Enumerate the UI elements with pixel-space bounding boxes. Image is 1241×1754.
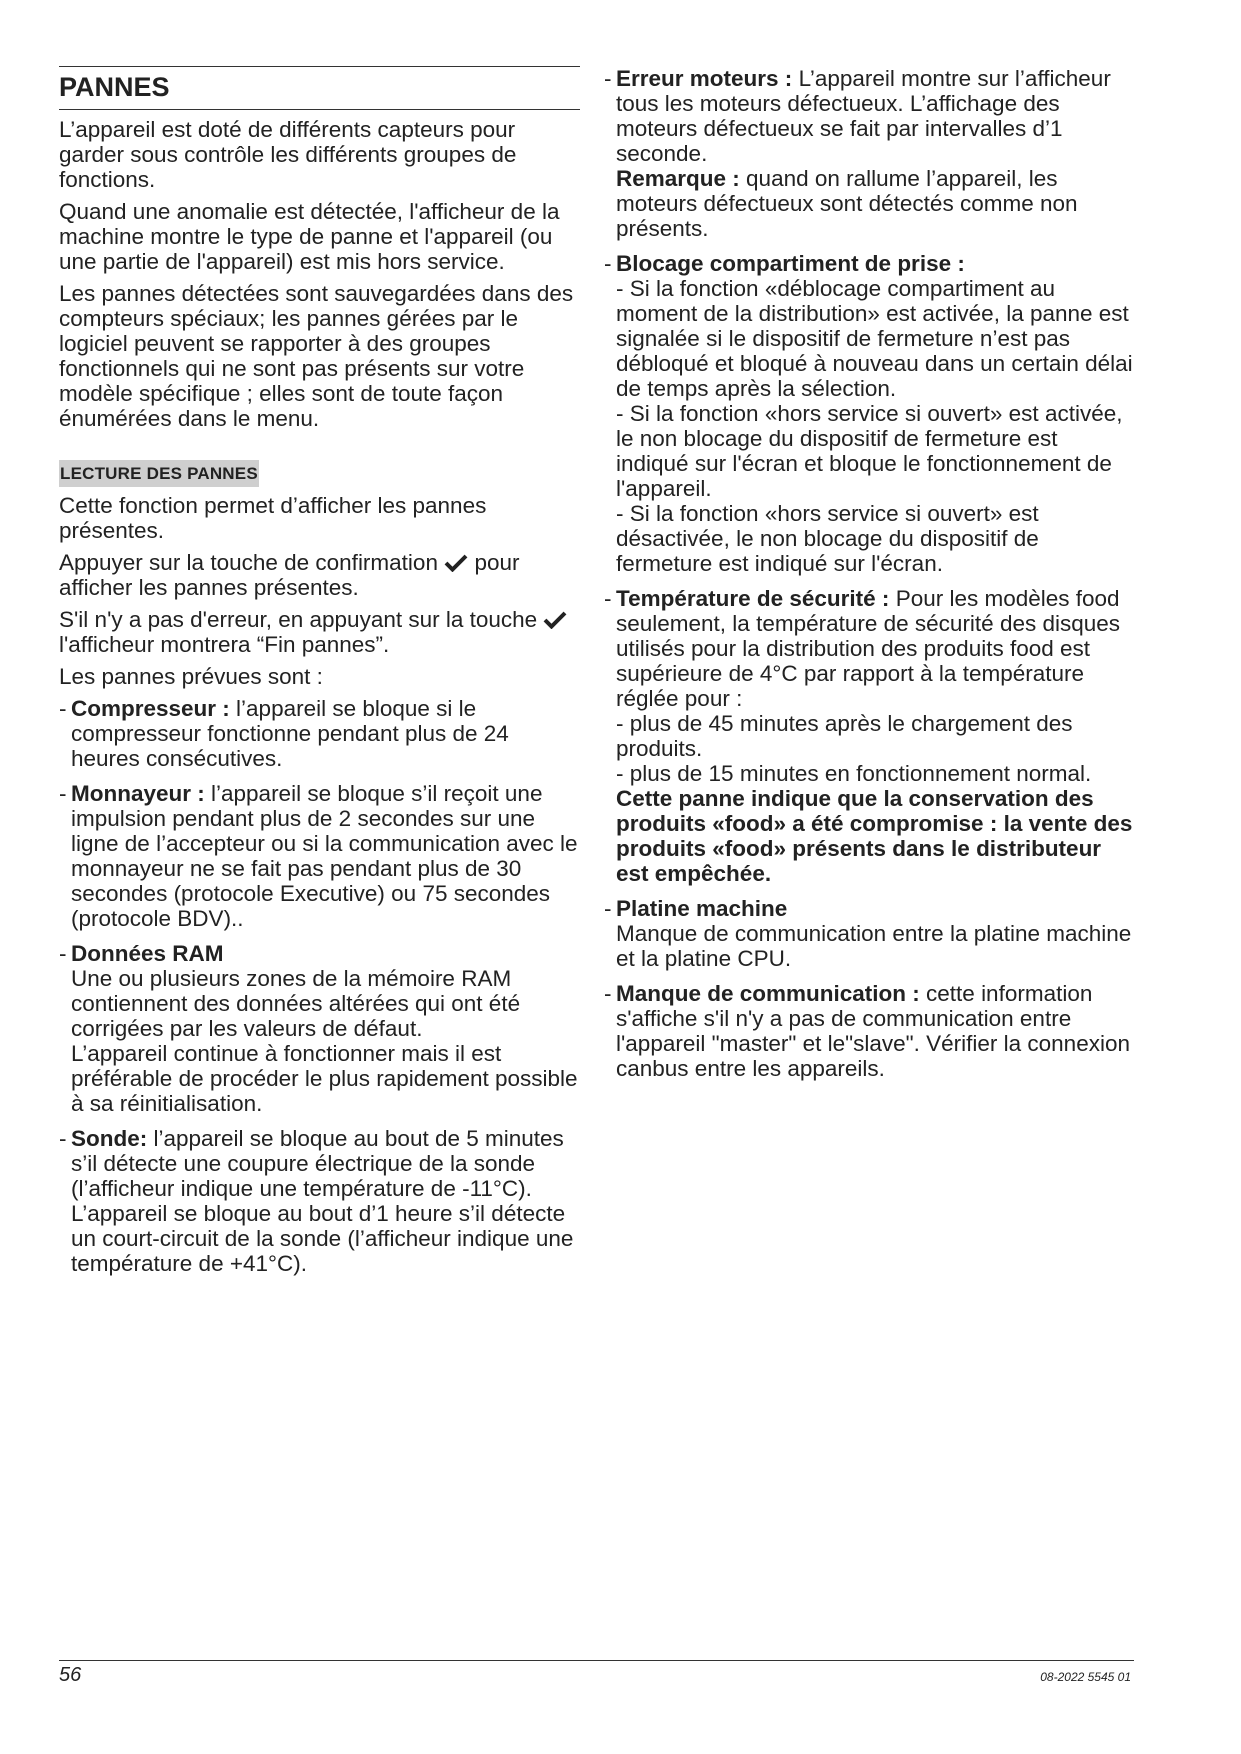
page-title: PANNES [59, 72, 170, 102]
fault-sonde: - Sonde: l’appareil se bloque au bout de 5 minutes s’il détecte une coupure électrique de la sonde (l’afficheur indique une température de -11°C). L’appareil se bloque au bout d’1 heure s’il détecte un court-circuit de la sonde (l’afficheur indique une température de +41°C). [59, 1126, 580, 1276]
document-code: 08-2022 5545 01 [1040, 1670, 1131, 1684]
section-paragraph-2-end: pour afficher les pannes présentes. [59, 550, 520, 600]
section-paragraph-3-start: S'il n'y a pas d'erreur, en appuyant sur la touche [59, 607, 538, 632]
intro-paragraph-3: Les pannes détectées sont sauvegardées dans des compteurs spéciaux; les pannes gérées par le logiciel peuvent se rapporter à des groupes fonctionnels qui ne sont pas présents sur votre modèle spécifique ; elles sont de toute façon énumérées dans le menu. [59, 281, 574, 431]
section-paragraph-2-start: Appuyer sur la touche de confirmation [59, 550, 438, 575]
fault-moteurs-text: L’appareil montre sur l’afficheur tous les moteurs défectueux. L’affichage des moteurs défectueux se fait par intervalles d’1 seconde. [616, 66, 1111, 166]
fault-blocage-line-1: - Si la fonction «déblocage compartiment au moment de la distribution» est activée, la panne est signalée si le dispositif de fermeture n’est pas débloqué et bloqué à nouveau dans un certain délai de temps après la sélection. [616, 276, 1133, 401]
fault-temperature-text: Pour les modèles food seulement, la température de sécurité des disques utilisés pour la distribution des produits food est supérieure de 4°C par rapport à la température réglée pour : [616, 586, 1121, 711]
fault-moteurs-label: Erreur moteurs : [616, 66, 793, 91]
fault-temperature-warning: Cette panne indique que la conservation des produits «food» a été compromise : la vente des produits «food» présents dans le distributeur est empêchée. [616, 786, 1133, 886]
fault-sonde-text-2: L’appareil se bloque au bout d’1 heure s’il détecte un court-circuit de la sonde (l’afficheur indique une température de +41°C). [71, 1201, 574, 1276]
fault-blocage: - Blocage compartiment de prise : - Si la fonction «déblocage compartiment au moment de la distribution» est activée, la panne est signalée si le dispositif de fermeture n’est pas débloqué et bloqué à nouveau dans un certain délai de temps après la sélection. - Si la fonction «hors service si ouvert» est activée, le non blocage du dispositif de fermeture est indiqué sur l'écran et bloque le fonctionnement de l'appareil. - Si la fonction «hors service si ouvert» est désactivée, le non blocage du dispositif de fermeture est indiqué sur l'écran. [604, 251, 1135, 576]
fault-monnayeur-text: l’appareil se bloque s’il reçoit une impulsion pendant plus de 2 secondes sur une ligne de l’accepteur ou si la communication avec le monnayeur ne se fait pas pendant plus de 30 secondes (protocole Executive) ou 75 secondes (protocole BDV).. [71, 781, 578, 931]
fault-blocage-label: Blocage compartiment de prise : [616, 251, 965, 276]
fault-blocage-line-2: - Si la fonction «hors service si ouvert» est activée, le non blocage du dispositif de fermeture est indiqué sur l'écran et bloque le fonctionnement de l'appareil. [616, 401, 1123, 501]
fault-moteurs-remark-label: Remarque : [616, 166, 740, 191]
fault-moteurs-remark-text: quand on rallume l’appareil, les moteurs défectueux sont détectés comme non présents. [616, 166, 1078, 241]
fault-monnayeur: - Monnayeur : l’appareil se bloque s’il reçoit une impulsion pendant plus de 2 secondes sur une ligne de l’accepteur ou si la communication avec le monnayeur ne se fait pas pendant plus de 30 secondes (protocole Executive) ou 75 secondes (protocole BDV).. [59, 781, 578, 931]
fault-moteurs: - Erreur moteurs : L’appareil montre sur l’afficheur tous les moteurs défectueux. L’affichage des moteurs défectueux se fait par intervalles d’1 seconde. Remarque : quand on rallume l’appareil, les moteurs défectueux sont détectés comme non présents. [604, 66, 1111, 241]
fault-temperature-line-2: - plus de 15 minutes en fonctionnement normal. [616, 761, 1092, 786]
fault-communication-text: cette information s'affiche s'il n'y a pas de communication entre l'appareil "master" et le"slave". Vérifier la connexion canbus entre les appareils. [616, 981, 1130, 1081]
section-paragraph-4: Les pannes prévues sont : [59, 664, 323, 689]
fault-platine-label: Platine machine [616, 896, 788, 921]
fault-communication: - Manque de communication : cette information s'affiche s'il n'y a pas de communication entre l'appareil "master" et le"slave". Vérifier la connexion canbus entre les appareils. [604, 981, 1130, 1081]
check-icon [543, 611, 567, 629]
fault-compresseur-label: Compresseur : [71, 696, 230, 721]
fault-ram-text-2: L’appareil continue à fonctionner mais il est préférable de procéder le plus rapidement possible à sa réinitialisation. [71, 1041, 578, 1116]
fault-ram-label: Données RAM [71, 941, 224, 966]
check-icon [444, 554, 468, 572]
fault-ram-text-1: Une ou plusieurs zones de la mémoire RAM contiennent des données altérées qui ont été corrigées par les valeurs de défaut. [71, 966, 521, 1041]
title-block [59, 66, 580, 110]
fault-temperature-line-1: - plus de 45 minutes après le chargement des produits. [616, 711, 1073, 761]
fault-compresseur: - Compresseur : l’appareil se bloque si le compresseur fonctionne pendant plus de 24 heures consécutives. [59, 696, 509, 771]
fault-monnayeur-label: Monnayeur : [71, 781, 205, 806]
fault-platine: - Platine machine Manque de communication entre la platine machine et la platine CPU. [604, 896, 1135, 971]
section-paragraph-2 [59, 550, 580, 600]
page-number: 56 [59, 1664, 82, 1686]
intro-paragraph-1: L’appareil est doté de différents capteurs pour garder sous contrôle les différents groupes de fonctions. [59, 117, 517, 192]
fault-sonde-label: Sonde: [71, 1126, 148, 1151]
fault-temperature-label: Température de sécurité : [616, 586, 890, 611]
intro-paragraph-2: Quand une anomalie est détectée, l'afficheur de la machine montre le type de panne et l'appareil (ou une partie de l'appareil) est mis hors service. [59, 199, 560, 274]
left-column [59, 66, 580, 1286]
fault-platine-text: Manque de communication entre la platine machine et la platine CPU. [616, 921, 1132, 971]
fault-sonde-text-1: l’appareil se bloque au bout de 5 minutes s’il détecte une coupure électrique de la sonde (l’afficheur indique une température de -11°C). [71, 1126, 564, 1201]
section-paragraph-3-end: l'afficheur montrera “Fin pannes”. [59, 632, 390, 657]
fault-blocage-line-3: - Si la fonction «hors service si ouvert» est désactivée, le non blocage du dispositif de fermeture est indiqué sur l'écran. [616, 501, 1039, 576]
section-paragraph-3 [59, 607, 580, 657]
fault-communication-label: Manque de communication : [616, 981, 920, 1006]
fault-temperature: - Température de sécurité : Pour les modèles food seulement, la température de sécurité des disques utilisés pour la distribution des produits food est supérieure de 4°C par rapport à la température réglée pour : - plus de 45 minutes après le chargement des produits. - plus de 15 minutes en fonctionnement normal. Cette panne indique que la conservation des produits «food» a été compromise : la vente des produits «food» présents dans le distributeur est empêchée. [604, 586, 1135, 886]
fault-ram: - Données RAM Une ou plusieurs zones de la mémoire RAM contiennent des données altérées qui ont été corrigées par les valeurs de défaut. L’appareil continue à fonctionner mais il est préférable de procéder le plus rapidement possible à sa réinitialisation. [59, 941, 580, 1116]
footer-divider [59, 1660, 1134, 1661]
fault-compresseur-text: l’appareil se bloque si le compresseur fonctionne pendant plus de 24 heures consécutives. [71, 696, 509, 771]
section-heading: LECTURE DES PANNES [59, 460, 259, 487]
section-paragraph-1: Cette fonction permet d’afficher les pannes présentes. [59, 493, 487, 543]
right-column [604, 66, 1135, 1091]
